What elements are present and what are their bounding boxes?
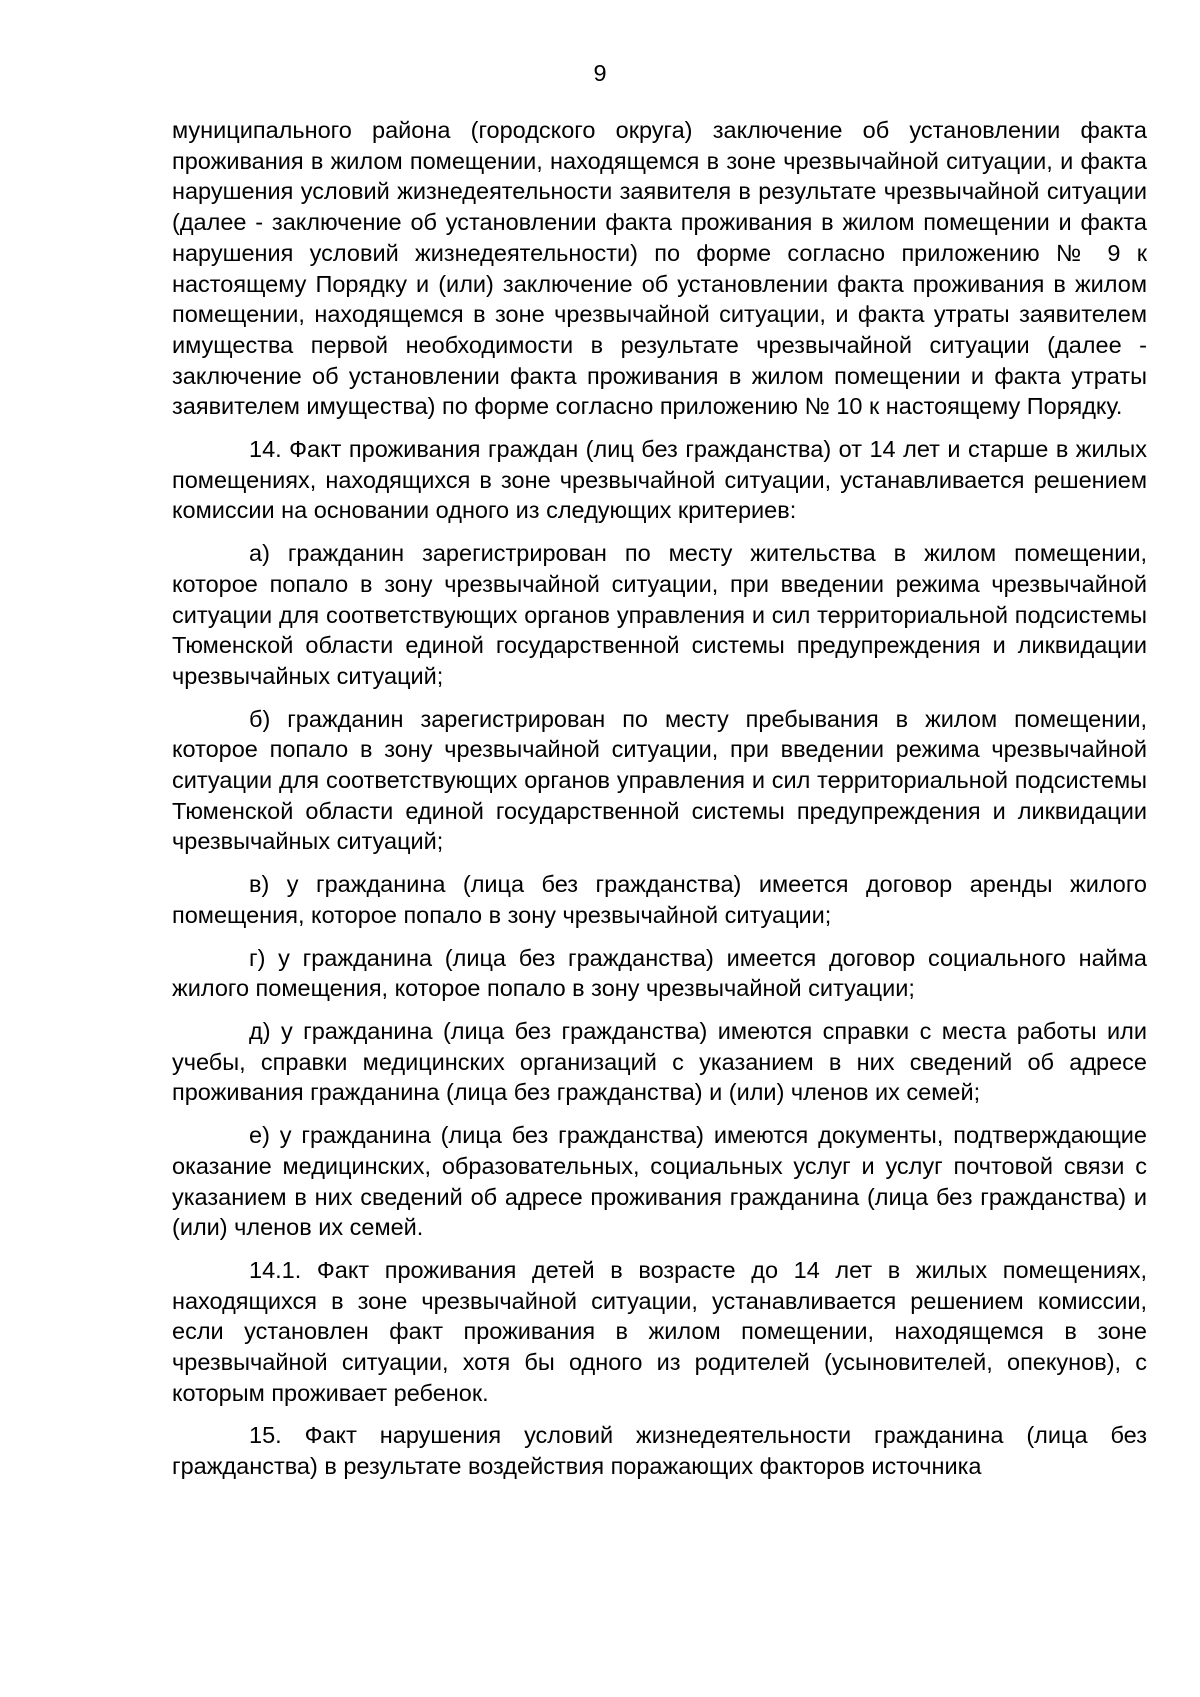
paragraph-14-1: 14.1. Факт проживания детей в возрасте до 14 лет в жилых помещениях, находящихся в зоне чрезвычайной ситуации, устанавливается решением комиссии, если установлен факт проживания в жилом помещении, находящемся в зоне чрезвычайной ситуации, хотя бы одного из родителей (усыновителей, опекунов), с которым проживает ребенок. — [172, 1256, 1147, 1406]
paragraph-14-g: г) у гражданина (лица без гражданства) имеется договор социального найма жилого помещения, которое попало в зону чрезвычайной ситуации; — [172, 944, 1147, 1002]
paragraph-14-e: е) у гражданина (лица без гражданства) имеются документы, подтверждающие оказание медицинских, образовательных, социальных услуг и услуг почтовой связи с указанием в них сведений об адресе проживания гражданина (лица без гражданства) и (или) членов их семей. — [172, 1122, 1147, 1241]
paragraph-14-d: д) у гражданина (лица без гражданства) имеются справки с места работы или учебы, справки медицинских организаций с указанием в них сведений об адресе проживания гражданина (лица без гражданства) и (или) членов их семей; — [172, 1017, 1147, 1106]
paragraph-14-v: в) у гражданина (лица без гражданства) имеется договор аренды жилого помещения, которое попало в зону чрезвычайной ситуации; — [172, 871, 1147, 928]
paragraph-14: 14. Факт проживания граждан (лиц без гражданства) от 14 лет и старше в жилых помещениях, находящихся в зоне чрезвычайной ситуации, устанавливается решением комиссии на основании одного из следующих критериев: — [172, 436, 1147, 524]
paragraph-continuation: муниципального района (городского округа) заключение об установлении факта проживания в жилом помещении, находящемся в зоне чрезвычайной ситуации, и факта нарушения условий жизнедеятельности заявителя в результате чрезвычайной ситуации (далее - заключение об установлении факта проживания в жилом помещении и факта нарушения условий жизнедеятельности) по форме согласно приложению № 9 к настоящему Порядку и (или) заключение об установлении факта проживания в жилом помещении, находящемся в зоне чрезвычайной ситуации, и факта утраты заявителем имущества первой необходимости в результате чрезвычайной ситуации (далее - заключение об установлении факта проживания в жилом помещении и факта утраты заявителем имущества) по форме согласно приложению № 10 к настоящему Порядку. — [172, 117, 1147, 420]
paragraph-15: 15. Факт нарушения условий жизнедеятельности гражданина (лица без гражданства) в результате воздействия поражающих факторов источника — [172, 1422, 1147, 1480]
document-body — [172, 115, 1147, 1482]
paragraph-14-b: б) гражданин зарегистрирован по месту пребывания в жилом помещении, которое попало в зону чрезвычайной ситуации, при введении режима чрезвычайной ситуации для соответствующих органов управления и сил территориальной подсистемы Тюменской области единой государственной системы предупреждения и ликвидации чрезвычайных ситуаций; — [172, 705, 1147, 855]
paragraph-14-a: а) гражданин зарегистрирован по месту жительства в жилом помещении, которое попало в зону чрезвычайной ситуации, при введении режима чрезвычайной ситуации для соответствующих органов управления и сил территориальной подсистемы Тюменской области единой государственной системы предупреждения и ликвидации чрезвычайных ситуаций; — [172, 540, 1147, 689]
page-number: 9 — [593, 60, 607, 86]
